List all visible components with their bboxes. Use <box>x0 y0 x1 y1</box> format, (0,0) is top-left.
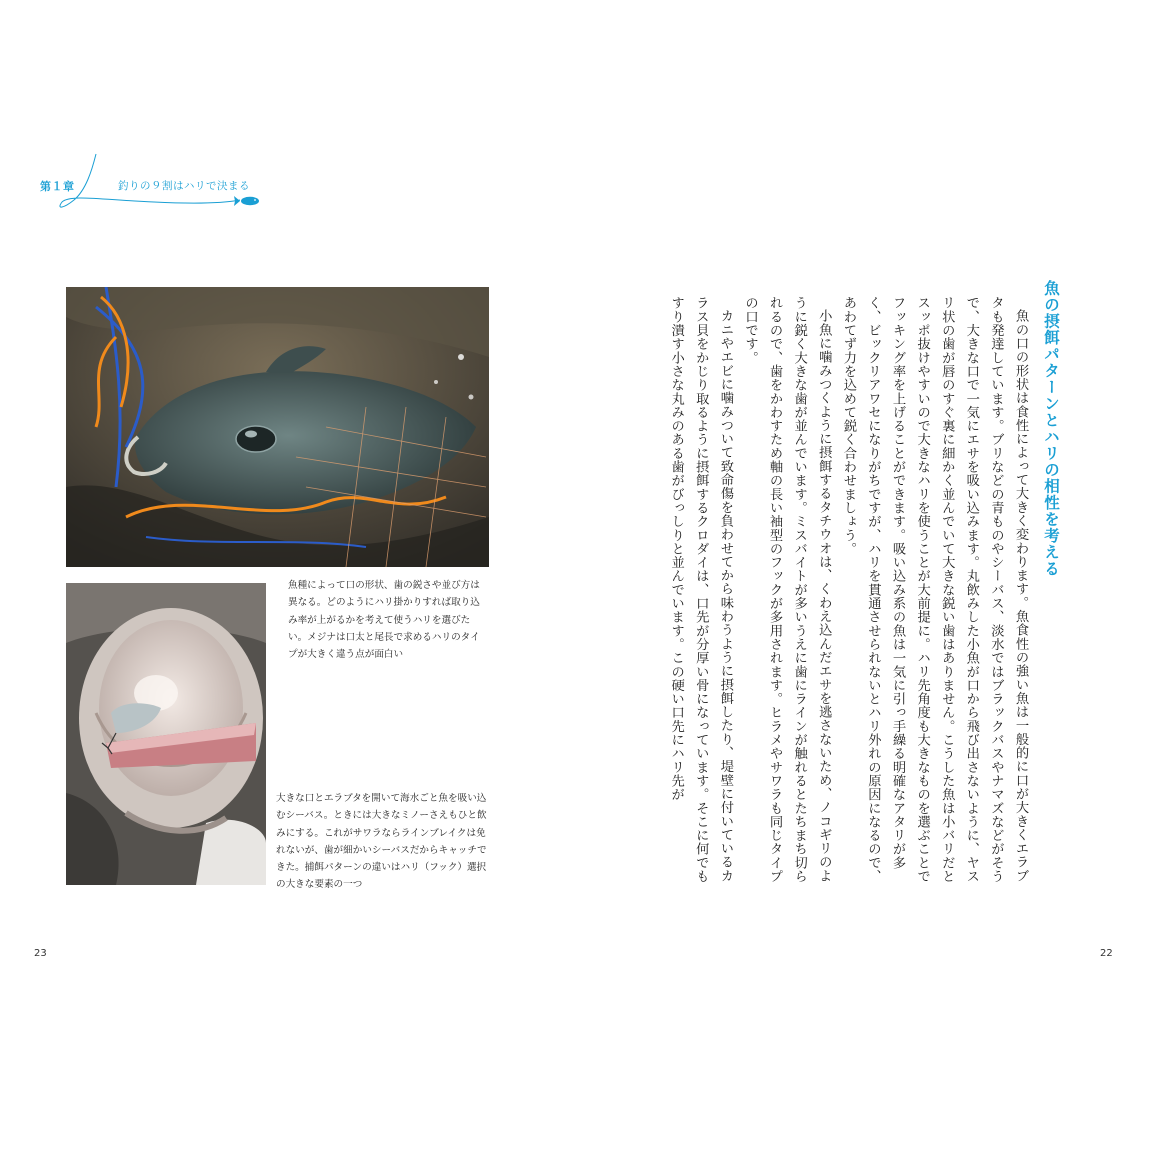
page-number-left: 23 <box>34 948 47 959</box>
chapter-header <box>34 150 264 220</box>
chapter-label: 第１章 <box>40 180 75 193</box>
photo-caption-bottom: 大きな口とエラブタを開いて海水ごと魚を吸い込むシーバス。ときには大きなミノーさえもひと飲みにする。これがサワラならラインブレイクは免れないが、歯が細かいシーバスだからキャッチできた。捕餌パターンの違いはハリ（フック）選択の大きな要素の一つ <box>276 793 487 891</box>
article-paragraph: 小魚に噛みつくように摂餌するタチウオは、くわえ込んだエサを逃さないため、ノコギリのように鋭く大きな歯が並んでいます。ミスバイトが多いうえに歯にラインが触れるとたちまち切られるので、歯をかわすため軸の長い袖型のフックが多用されます。ヒラメやサワラも同じタイプの口です。 <box>742 296 832 883</box>
photo-caption-top: 魚種によって口の形状、歯の鋭さや並び方は異なる。どのようにハリ掛かりすれば取り込み率が上がるかを考えて使うハリを選びたい。メジナは口太と尾長で求めるハリのタイプが大きく違う点が面白い <box>288 580 480 661</box>
article-paragraph: 魚の口の形状は食性によって大きく変わります。魚食性の強い魚は一般的に口が大きくエラブタも発達しています。ブリなどの青ものやシーバス、淡水ではブラックバスやナマズなどがそうで、大きな口で一気にエサを吸い込みます。丸飲みした小魚が口から飛び出さないように、ヤスリ状の歯が唇のすぐ裏に細かく並んでいて大きな鋭い歯はありません。こうした魚は小バリだとスッポ抜けやすいので大きなハリを使うことが大前提に。ハリ先角度も大きなものを選ぶことでフッキング率を上げることができます。吸い込み系の魚は一気に引っ手繰る明確なアタリが多く、ビックリアワセになりがちですが、ハリを貫通させられないとハリ外れの原因になるので、あわてず力を込めて鋭く合わせましょう。 <box>840 296 1028 883</box>
fish-in-net-photo <box>66 287 489 567</box>
page-number-right: 22 <box>1100 948 1113 959</box>
article-body <box>642 296 1032 896</box>
article-paragraph: カニやエビに噛みついて致命傷を負わせてから味わうように摂餌したり、堤壁に付いているカラス貝をかじり取るように摂餌するクロダイは、口先が分厚い骨になっています。そこに何でもすり潰す小さな丸みのある歯がびっしりと並んでいます。この硬い口先にハリ先が <box>668 296 733 883</box>
section-heading: 魚の摂餌パターンとハリの相性を考える <box>1042 280 1060 577</box>
open-mouth-fish-photo <box>66 583 266 885</box>
fish-icon <box>234 196 259 206</box>
chapter-title: 釣りの９割はハリで決まる <box>118 180 250 192</box>
